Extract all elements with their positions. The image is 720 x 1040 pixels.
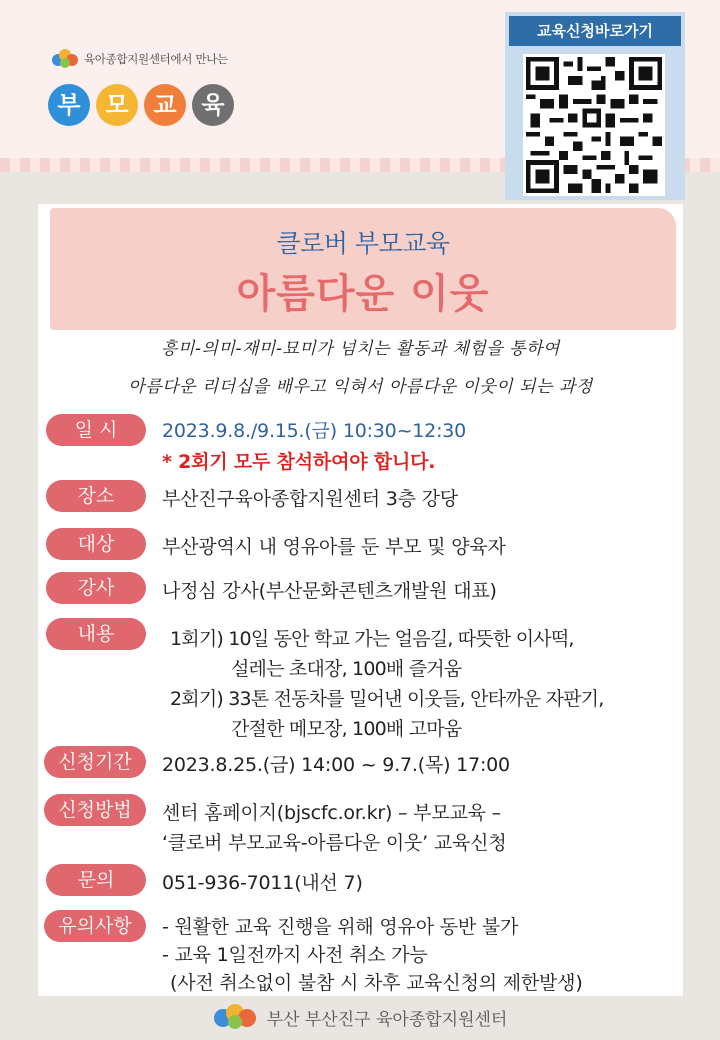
notes-line-3: (사전 취소없이 불참 시 차후 교육신청의 제한발생) [170, 972, 583, 994]
center-logo-icon [213, 1003, 259, 1031]
period-value: 2023.8.25.(금) 14:00 ~ 9.7.(목) 17:00 [162, 754, 510, 776]
content-card [38, 204, 683, 996]
notes-line-2: - 교육 1일전까지 사전 취소 가능 [162, 944, 428, 966]
qr-code-icon[interactable] [523, 54, 665, 196]
label-period: 신청기간 [44, 746, 146, 778]
title-char-1: 부 [48, 84, 90, 126]
target-value: 부산광역시 내 영유아를 둔 부모 및 양육자 [162, 536, 506, 558]
content-line-4: 간절한 메모장, 100배 고마움 [231, 718, 462, 740]
label-date: 일 시 [46, 414, 146, 446]
label-lecturer: 강사 [46, 572, 146, 604]
content-line-2: 설레는 초대장, 100배 즐거움 [231, 658, 462, 680]
clover-logo-icon [52, 48, 78, 70]
label-place: 장소 [46, 480, 146, 512]
title-char-3: 교 [144, 84, 186, 126]
footer [0, 1002, 720, 1032]
label-content: 내용 [46, 618, 146, 650]
content-line-1: 1회기) 10일 동안 학교 가는 얼음길, 따뜻한 이사떡, [170, 628, 574, 650]
intro-line-2: 아름다운 리더십을 배우고 익혀서 아름다운 이웃이 되는 과정 [128, 377, 593, 397]
program-title: 아름다운 이웃 [236, 271, 490, 317]
content-line-3: 2회기) 33톤 전동차를 밀어낸 이웃들, 안타까운 자판기, [170, 688, 604, 710]
method-line-1: 센터 홈페이지(bjscfc.or.kr) – 부모교육 – [162, 802, 501, 824]
label-method: 신청방법 [44, 794, 146, 826]
label-notes: 유의사항 [44, 910, 146, 942]
center-logo-line [52, 48, 228, 70]
title-char-4: 육 [192, 84, 234, 126]
label-target: 대상 [46, 528, 146, 560]
notes-line-1: - 원활한 교육 진행을 위해 영유아 동반 불가 [162, 916, 519, 938]
date-note: * 2회기 모두 참석하여야 합니다. [162, 451, 436, 473]
qr-label: 교육신청바로가기 [509, 16, 681, 46]
place-value: 부산진구육아종합지원센터 3층 강당 [162, 488, 458, 510]
title-char-2: 모 [96, 84, 138, 126]
label-contact: 문의 [46, 864, 146, 896]
title-banner [50, 208, 676, 330]
intro-line-1: 흥미-의미-재미-묘미가 넘치는 활동과 체험을 통하여 [161, 339, 560, 359]
qr-panel[interactable] [505, 12, 685, 200]
program-title-badges [48, 84, 234, 126]
date-value: 2023.9.8./9.15.(금) 10:30~12:30 [162, 420, 467, 442]
method-line-2: ‘클로버 부모교육-아름다운 이웃’ 교육신청 [162, 832, 507, 854]
program-subtitle: 클로버 부모교육 [276, 229, 450, 258]
contact-value: 051-936-7011(내선 7) [162, 872, 363, 894]
footer-org: 부산 부산진구 육아종합지원센터 [266, 1009, 508, 1030]
logo-subtitle: 육아종합지원센터에서 만나는 [84, 52, 228, 66]
lecturer-value: 나정심 강사(부산문화콘텐츠개발원 대표) [162, 580, 497, 602]
